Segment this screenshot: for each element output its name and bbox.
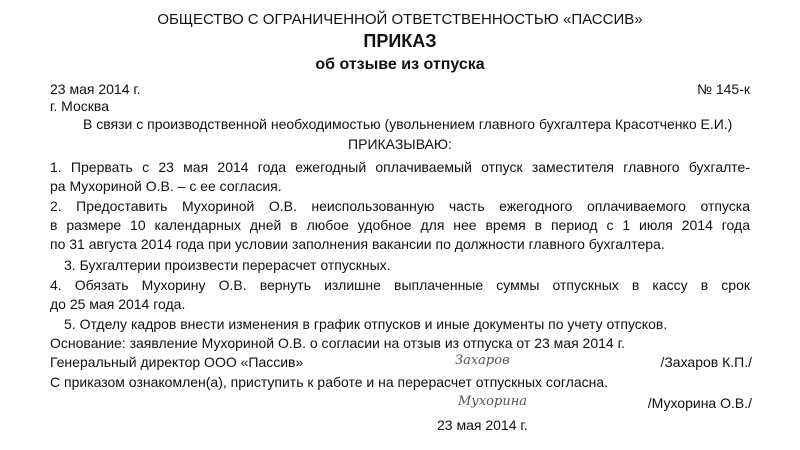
item-4-line-1: 4. Обязать Мухорину О.В. вернуть излишне выплаченные суммы отпускных в кассу в срок [50, 277, 750, 293]
item-1-line-2: ра Мухориной О.В. – с ее согласия. [50, 178, 282, 194]
item-2-line-3: по 31 августа 2014 года при условии заполнения вакансии по должности главного бухгалтера. [50, 236, 665, 252]
item-1-line-1: 1. Прервать с 23 мая 2014 года ежегодный оплачиваемый отпуск заместителя главного бухгалте- [50, 159, 750, 175]
director-signature: Захаров [455, 353, 510, 368]
order-city: г. Москва [50, 98, 109, 114]
order-intro: В связи с производственной необходимостью (увольнением главного бухгалтера Красотченко Е.И.) [83, 116, 733, 132]
item-3-line-1: 3. Бухгалтерии произвести перерасчет отпускных. [64, 257, 391, 273]
document-title: ПРИКАЗ [363, 31, 437, 51]
item-2-line-1: 2. Предоставить Мухориной О.В. неиспользованную часть ежегодного оплачиваемого отпуска [50, 198, 750, 214]
acknowledgement-date: 23 мая 2014 г. [437, 417, 528, 433]
order-basis: Основание: заявление Мухориной О.В. о согласии на отзыв из отпуска от 23 мая 2014 г. [50, 335, 625, 351]
director-label: Генеральный директор ООО «Пассив» [50, 354, 304, 370]
item-2-line-2: в размере 10 календарных дней в любое удобное для нее время в период с 1 июля 2014 года [50, 217, 750, 233]
organization-name: ОБЩЕСТВО С ОГРАНИЧЕННОЙ ОТВЕТСТВЕННОСТЬЮ «ПАССИВ» [157, 11, 643, 28]
order-number: № 145-к [696, 81, 750, 97]
acknowledgement-text: С приказом ознакомлен(а), приступить к работе и на перерасчет отпускных согласна. [50, 374, 609, 390]
item-5-line-1: 5. Отделу кадров внести изменения в график отпусков и иные документы по учету отпусков. [64, 316, 668, 332]
director-name: /Захаров К.П./ [660, 354, 752, 370]
order-date: 23 мая 2014 г. [50, 81, 141, 97]
employee-name: /Мухорина О.В./ [647, 395, 752, 411]
item-4-line-2: до 25 мая 2014 года. [50, 296, 186, 312]
employee-signature: Мухорина [458, 394, 528, 409]
order-word: ПРИКАЗЫВАЮ: [348, 136, 452, 152]
document-subtitle: об отзыве из отпуска [315, 56, 485, 73]
